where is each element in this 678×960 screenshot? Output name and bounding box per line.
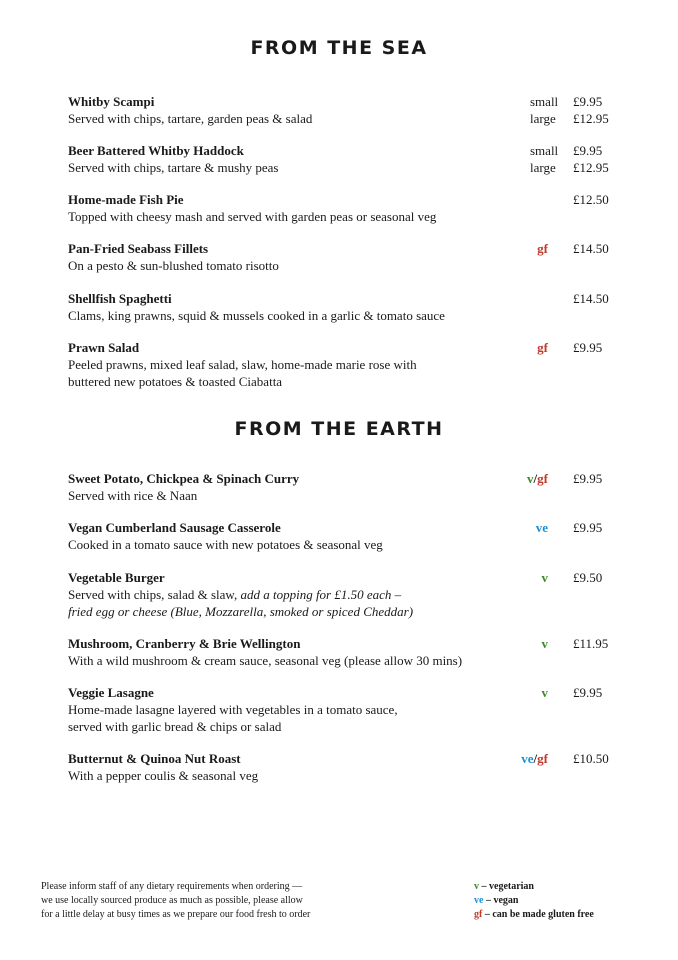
dietary-key: [474, 880, 594, 922]
item-price: £9.95: [573, 685, 603, 700]
menu-item-fish-pie: [68, 191, 628, 225]
diet-badge-gf: gf: [537, 340, 548, 355]
item-price: £12.50: [573, 192, 609, 207]
item-description-italic: fried egg or cheese (Blue, Mozzarella, smoked or spiced Cheddar): [68, 604, 414, 619]
item-name: Pan-Fried Seabass Fillets: [68, 241, 209, 256]
key-label: – vegetarian: [479, 881, 534, 892]
key-code-v: v: [474, 881, 479, 892]
diet-badge-ve: ve: [521, 751, 534, 766]
price-large: £12.95: [573, 160, 609, 175]
key-code-gf: gf: [474, 909, 483, 920]
diet-badge-v: v: [541, 570, 548, 585]
price-large: £12.95: [573, 111, 609, 126]
size-small: small: [530, 94, 559, 109]
item-description: [68, 586, 628, 603]
item-description-line: Peeled prawns, mixed leaf salad, slaw, home-made marie rose with: [68, 357, 417, 372]
diet-badge-gf: gf: [537, 241, 548, 256]
key-row-vegan: [474, 894, 594, 908]
item-description: Served with rice & Naan: [68, 488, 198, 503]
item-name: Veggie Lasagne: [68, 685, 154, 700]
key-label: – vegan: [483, 895, 519, 906]
item-description: With a wild mushroom & cream sauce, seasonal veg (please allow 30 mins): [68, 653, 463, 668]
key-code-ve: ve: [474, 895, 484, 906]
item-price: £9.95: [573, 340, 603, 355]
item-description-line: buttered new potatoes & toasted Ciabatta: [68, 374, 283, 389]
item-prices: [573, 142, 609, 176]
diet-badges: [506, 470, 548, 487]
item-price: £14.50: [573, 291, 609, 306]
item-price: £9.95: [573, 520, 603, 535]
size-large: large: [530, 111, 556, 126]
size-small: small: [530, 143, 559, 158]
item-description-plain: Served with chips, salad & slaw,: [68, 587, 241, 602]
item-name: Beer Battered Whitby Haddock: [68, 143, 244, 158]
notice-line: we use locally sourced produce as much as possible, please allow: [41, 895, 303, 906]
item-price: £10.50: [573, 751, 609, 766]
key-label: – can be made gluten free: [482, 909, 594, 920]
item-description: Served with chips, tartare & mushy peas: [68, 160, 279, 175]
item-prices: [573, 93, 609, 127]
diet-badge-gf: gf: [537, 471, 548, 486]
diet-badge-v: v: [541, 685, 548, 700]
item-price: £11.95: [573, 636, 609, 651]
notice-line: for a little delay at busy times as we prepare our food fresh to order: [41, 909, 311, 920]
section-title-sea: FROM THE SEA: [250, 37, 428, 59]
item-description: On a pesto & sun-blushed tomato risotto: [68, 258, 279, 273]
key-row-vegetarian: [474, 880, 594, 894]
item-description: With a pepper coulis & seasonal veg: [68, 768, 259, 783]
section-title-earth: FROM THE EARTH: [234, 418, 444, 440]
menu-item-shellfish-spaghetti: [68, 290, 628, 324]
notice-line: Please inform staff of any dietary requirements when ordering —: [41, 881, 303, 892]
item-sizes: [530, 142, 570, 176]
item-name: Whitby Scampi: [68, 94, 155, 109]
item-name: Vegan Cumberland Sausage Casserole: [68, 520, 281, 535]
item-description: Cooked in a tomato sauce with new potatoes & seasonal veg: [68, 537, 383, 552]
item-description-line: served with garlic bread & chips or salad: [68, 719, 282, 734]
item-description: Served with chips, tartare, garden peas & salad: [68, 111, 313, 126]
diet-separator: /: [533, 471, 538, 486]
item-name: Prawn Salad: [68, 340, 140, 355]
item-price: £14.50: [573, 241, 609, 256]
item-name: Shellfish Spaghetti: [68, 291, 172, 306]
item-name: Vegetable Burger: [68, 570, 165, 585]
diet-badge-ve: ve: [535, 520, 548, 535]
item-description-line: [68, 603, 628, 620]
item-description: Clams, king prawns, squid & mussels cooked in a garlic & tomato sauce: [68, 308, 445, 323]
diet-badge-v: v: [541, 636, 548, 651]
diet-badges: [506, 750, 548, 767]
item-name: Mushroom, Cranberry & Brie Wellington: [68, 636, 301, 651]
item-name: Sweet Potato, Chickpea & Spinach Curry: [68, 471, 300, 486]
dietary-notice: [41, 880, 310, 922]
diet-badge-gf: gf: [537, 751, 548, 766]
item-sizes: [530, 93, 570, 127]
item-price: £9.50: [573, 570, 603, 585]
price-small: £9.95: [573, 143, 603, 158]
price-small: £9.95: [573, 94, 603, 109]
item-description: Topped with cheesy mash and served with garden peas or seasonal veg: [68, 209, 437, 224]
key-row-gluten-free: [474, 908, 594, 922]
item-description-italic: add a topping for £1.50 each –: [240, 587, 402, 602]
size-large: large: [530, 160, 556, 175]
item-price: £9.95: [573, 471, 603, 486]
item-name: Home-made Fish Pie: [68, 192, 184, 207]
diet-separator: /: [533, 751, 538, 766]
diet-badge-v: v: [527, 471, 534, 486]
item-name: Butternut & Quinoa Nut Roast: [68, 751, 241, 766]
item-description-line: Home-made lasagne layered with vegetables in a tomato sauce,: [68, 702, 398, 717]
